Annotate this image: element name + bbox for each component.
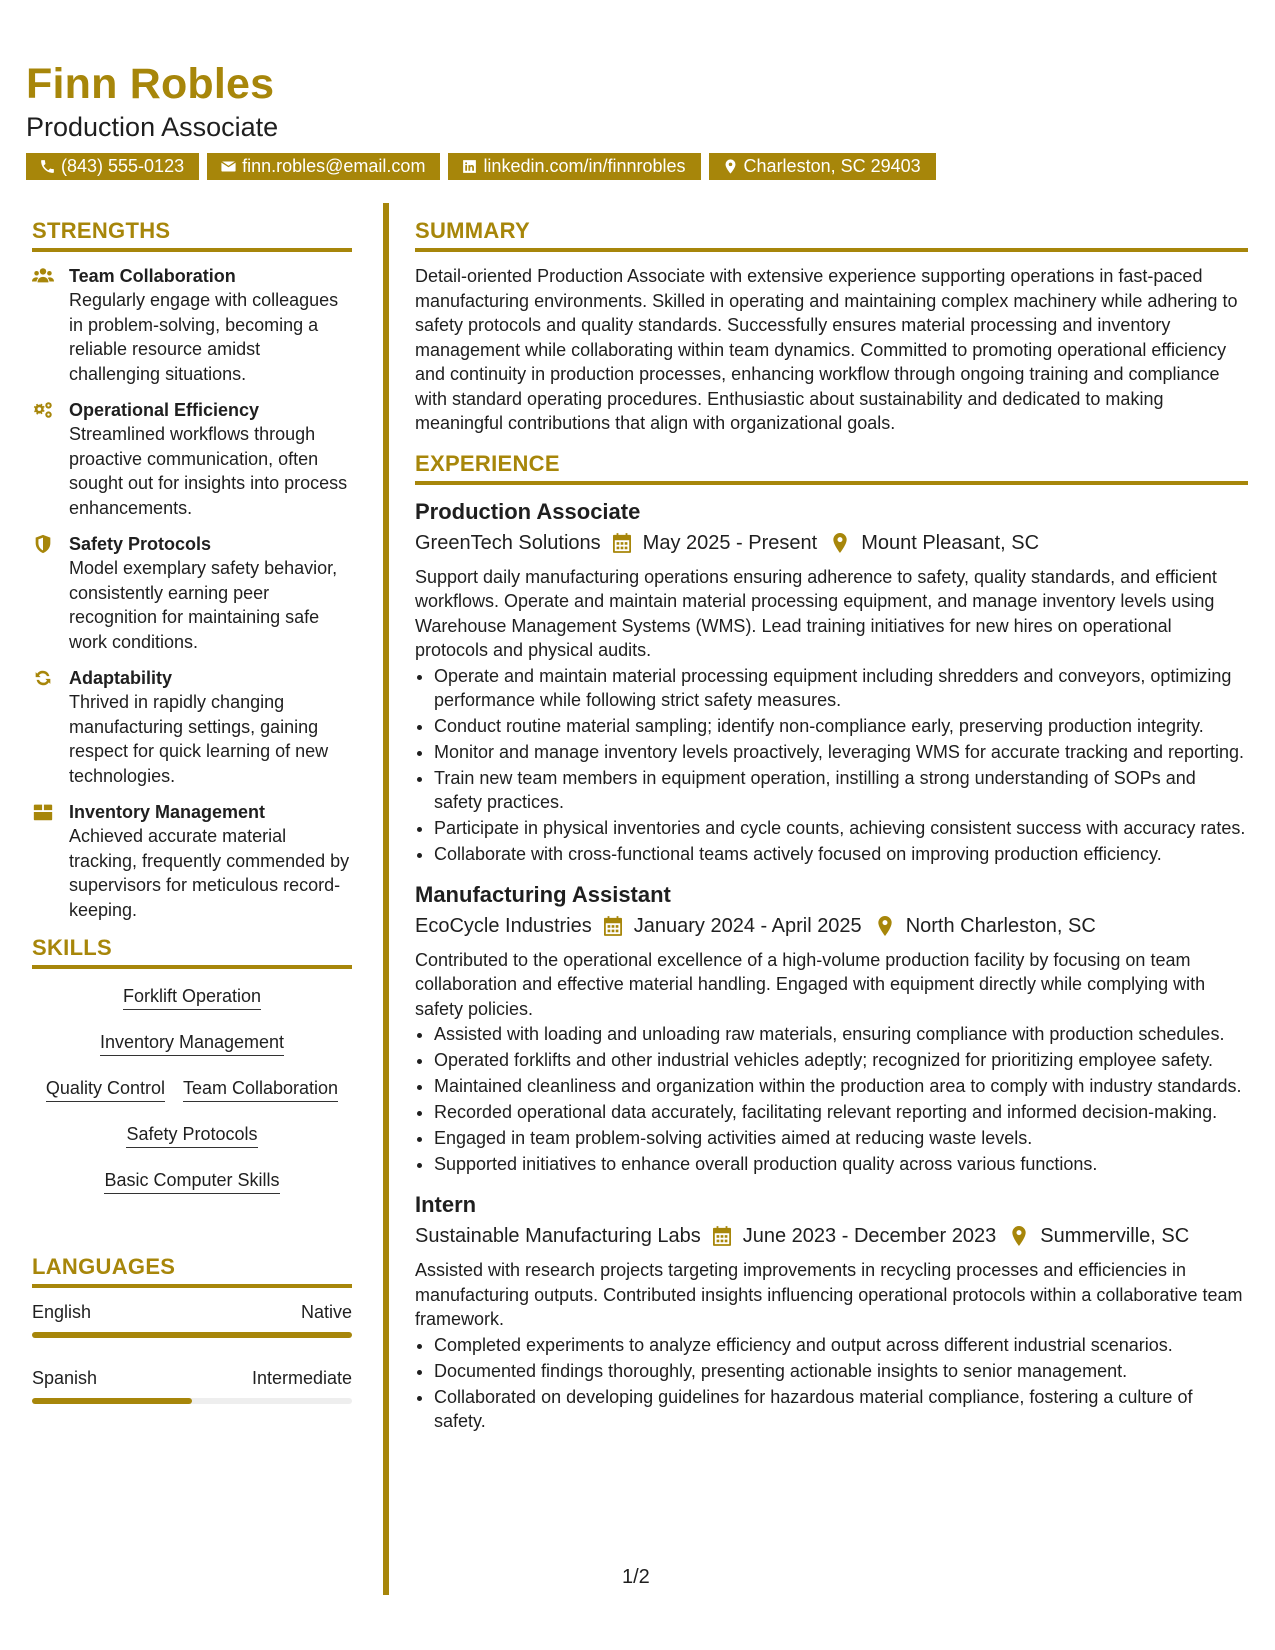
linkedin-icon xyxy=(461,158,478,175)
skills-list xyxy=(32,981,352,1211)
location-text: Charleston, SC 29403 xyxy=(743,156,921,176)
skill-tag: Forklift Operation xyxy=(123,985,261,1010)
strength-desc: Streamlined workflows through proactive communication, often sought out for insights into process enhancements. xyxy=(69,424,348,518)
job-bullet: • Collaborate with cross-functional teams actively focused on improving production efficiency. xyxy=(434,842,1248,866)
job-entry xyxy=(415,1190,1248,1433)
strengths-heading: STRENGTHS xyxy=(32,218,352,252)
job-bullet: • Recorded operational data accurately, facilitating relevant reporting and informed decision-making. xyxy=(434,1100,1248,1124)
job-bullet: • Operated forklifts and other industrial vehicles adeptly; recognized for prioritizing employee safety. xyxy=(434,1048,1248,1072)
strength-desc: Thrived in rapidly changing manufacturing settings, gaining respect for quick learning of new technologies. xyxy=(69,692,329,786)
summary-text: Detail-oriented Production Associate with extensive experience supporting operations in fast-paced manufacturing environments. Skilled in operating and maintaining complex machinery while adhering to safety protocols and quality standards. Successfully ensures material processing and inventory management while collaborating within team dynamics. Committed to promoting operational efficiency and continuity in production processes, enhancing workflow through ongoing training and compliance with standard operating procedures. Enthusiastic about sustainability and dedicated to making meaningful contributions that align with organizational goals. xyxy=(415,266,1238,433)
job-dates: May 2025 - Present xyxy=(642,531,818,554)
job-bullets xyxy=(415,1333,1248,1433)
job-bullets xyxy=(415,664,1248,866)
job-bullet: • Documented findings thoroughly, presenting actionable insights to senior management. xyxy=(434,1359,1248,1383)
job-list xyxy=(415,497,1248,1433)
language-item xyxy=(32,1300,352,1338)
language-name: English xyxy=(32,1302,92,1322)
job-bullet: • Engaged in team problem-solving activities aimed at reducing waste levels. xyxy=(434,1126,1248,1150)
strength-item xyxy=(32,264,352,386)
right-column xyxy=(415,218,1248,1447)
job-bullet: • Monitor and manage inventory levels proactively, leveraging WMS for accurate tracking and reporting. xyxy=(434,740,1248,764)
strength-title: Team Collaboration xyxy=(69,266,236,286)
email-chip[interactable] xyxy=(207,153,440,180)
language-name: Spanish xyxy=(32,1368,98,1388)
job-bullet: • Maintained cleanliness and organization within the production area to comply with industry standards. xyxy=(434,1074,1248,1098)
job-entry xyxy=(415,497,1248,866)
language-proficiency-bar xyxy=(32,1398,352,1404)
job-bullet: • Train new team members in equipment operation, instilling a strong understanding of SOPs and safety practices. xyxy=(434,766,1248,814)
job-title: Manufacturing Assistant xyxy=(415,881,671,907)
skill-tag: Team Collaboration xyxy=(183,1077,338,1102)
job-meta xyxy=(415,910,1248,942)
job-company: Sustainable Manufacturing Labs xyxy=(415,1225,701,1247)
strength-title: Safety Protocols xyxy=(69,534,212,554)
strength-title: Inventory Management xyxy=(69,802,266,822)
linkedin-text: linkedin.com/in/finnrobles xyxy=(483,156,686,176)
linkedin-chip[interactable] xyxy=(448,153,700,180)
phone-text: (843) 555-0123 xyxy=(61,156,185,176)
sync-icon xyxy=(32,666,69,788)
page-number: 1/2 xyxy=(622,1566,650,1588)
job-bullet: • Participate in physical inventories and cycle counts, achieving consistent success with accuracy rates. xyxy=(434,816,1248,840)
languages-heading: LANGUAGES xyxy=(32,1254,352,1288)
email-text: finn.robles@email.com xyxy=(242,156,426,176)
location-chip[interactable] xyxy=(709,153,936,180)
language-proficiency-fill xyxy=(32,1398,192,1404)
calendar-icon xyxy=(713,1226,731,1246)
summary-heading: SUMMARY xyxy=(415,218,1248,252)
job-bullet: • Collaborated on developing guidelines for hazardous material compliance, fostering a culture of safety. xyxy=(434,1385,1248,1433)
strength-desc: Model exemplary safety behavior, consistently earning peer recognition for maintaining safe work conditions. xyxy=(69,558,338,652)
language-item xyxy=(32,1366,352,1404)
language-proficiency-bar xyxy=(32,1332,352,1338)
experience-heading: EXPERIENCE xyxy=(415,451,1248,485)
strength-item xyxy=(32,800,352,922)
strength-desc: Achieved accurate material tracking, frequently commended by supervisors for meticulous record-keeping. xyxy=(69,826,350,920)
strength-title: Adaptability xyxy=(69,668,173,688)
column-divider xyxy=(383,203,389,1595)
candidate-role: Production Associate xyxy=(26,112,279,142)
job-location: Mount Pleasant, SC xyxy=(861,531,1040,554)
users-icon xyxy=(32,264,69,386)
candidate-name: Finn Robles xyxy=(26,60,275,108)
job-company: GreenTech Solutions xyxy=(415,531,601,554)
job-meta xyxy=(415,1220,1248,1252)
strength-desc: Regularly engage with colleagues in problem-solving, becoming a reliable resource amidst challenging situations. xyxy=(69,290,339,384)
strengths-section xyxy=(32,218,352,922)
job-description: Contributed to the operational excellence of a high-volume production facility by focusing on team collaboration and effective material handling. Engaged with equipment directly while complying with safety policies. xyxy=(415,949,1206,1019)
strength-item xyxy=(32,532,352,654)
job-bullet: • Supported initiatives to enhance overall production quality across various functions. xyxy=(434,1152,1248,1176)
skill-tag: Safety Protocols xyxy=(126,1123,257,1148)
job-company: EcoCycle Industries xyxy=(415,914,592,937)
calendar-icon xyxy=(613,533,631,553)
strength-item xyxy=(32,666,352,788)
job-title: Intern xyxy=(415,1192,477,1217)
job-bullets xyxy=(415,1022,1248,1176)
experience-section xyxy=(415,451,1248,1433)
job-bullet: • Assisted with loading and unloading raw materials, ensuring compliance with production schedules. xyxy=(434,1022,1248,1046)
job-title: Production Associate xyxy=(415,498,641,524)
phone-chip[interactable] xyxy=(26,153,199,180)
skills-heading: SKILLS xyxy=(32,935,352,969)
box-icon xyxy=(32,800,69,922)
job-bullet: • Operate and maintain material processing equipment including shredders and conveyors, optimizing performance while following strict safety measures. xyxy=(434,664,1248,712)
languages-section xyxy=(32,1254,352,1404)
map-pin-icon xyxy=(831,533,849,553)
strength-item xyxy=(32,398,352,520)
shield-icon xyxy=(32,532,69,654)
skill-tag: Quality Control xyxy=(46,1077,165,1102)
job-description: Assisted with research projects targeting improvements in recycling processes and efficiencies in manufacturing outputs. Contributed insights influencing operational protocols within a collaborative team framework. xyxy=(415,1260,1243,1329)
job-description: Support daily manufacturing operations ensuring adherence to safety, quality standards, and efficient workflows. Operate and maintain material processing equipment, and manage inventory levels using Warehouse Management Systems (WMS). Lead training initiatives for new hires on operational protocols and physical audits. xyxy=(415,566,1217,660)
map-pin-icon xyxy=(1010,1226,1028,1246)
job-bullet: • Conduct routine material sampling; identify non-compliance early, preserving production integrity. xyxy=(434,714,1248,738)
phone-icon xyxy=(39,158,56,175)
map-pin-icon xyxy=(876,916,894,936)
skill-tag: Basic Computer Skills xyxy=(104,1169,279,1194)
envelope-icon xyxy=(220,158,237,175)
language-level: Native xyxy=(300,1302,352,1322)
calendar-icon xyxy=(604,916,622,936)
skills-section xyxy=(32,935,352,1211)
job-bullet: • Completed experiments to analyze efficiency and output across different industrial scenarios. xyxy=(434,1333,1248,1357)
contact-bar xyxy=(26,153,944,180)
job-location: Summerville, SC xyxy=(1040,1225,1190,1247)
language-level: Intermediate xyxy=(251,1368,352,1388)
job-meta xyxy=(415,527,1248,559)
map-pin-icon xyxy=(722,158,739,175)
job-entry xyxy=(415,880,1248,1177)
skill-tag: Inventory Management xyxy=(100,1031,284,1056)
left-column xyxy=(32,218,352,1432)
strength-title: Operational Efficiency xyxy=(69,400,260,420)
job-location: North Charleston, SC xyxy=(905,914,1096,937)
summary-section xyxy=(415,218,1248,436)
gears-icon xyxy=(32,398,69,520)
language-proficiency-fill xyxy=(32,1332,352,1338)
job-dates: June 2023 - December 2023 xyxy=(742,1225,997,1247)
job-dates: January 2024 - April 2025 xyxy=(633,914,862,937)
